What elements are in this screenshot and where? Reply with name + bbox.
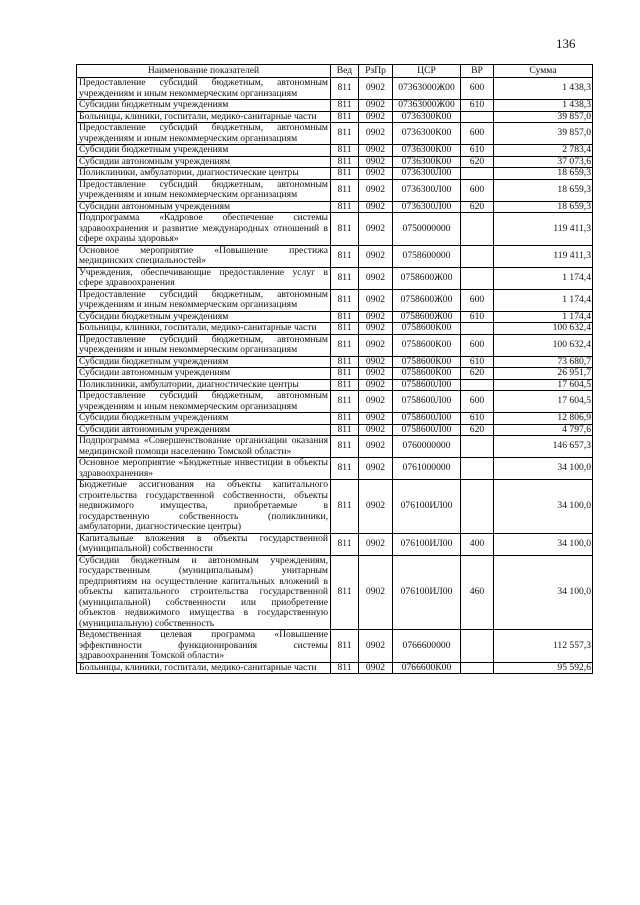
cell-ved: 811 xyxy=(331,436,359,458)
cell-ved: 811 xyxy=(331,179,359,201)
cell-csr: 0758600Л00 xyxy=(393,391,461,413)
cell-name: Подпрограмма «Кадровое обеспечение системы здравоохранения и развитие международных отношений в сфере охраны здоровья» xyxy=(77,213,331,246)
cell-vr: 620 xyxy=(461,368,494,380)
cell-ved: 811 xyxy=(331,413,359,425)
cell-vr: 620 xyxy=(461,424,494,436)
cell-sum: 17 604,5 xyxy=(494,391,593,413)
table-row xyxy=(77,156,593,168)
cell-vr xyxy=(461,267,494,289)
cell-rzpr: 0902 xyxy=(359,145,393,157)
cell-ved: 811 xyxy=(331,424,359,436)
cell-ved: 811 xyxy=(331,201,359,213)
cell-name: Субсидии автономным учреждениям xyxy=(77,424,331,436)
cell-rzpr: 0902 xyxy=(359,356,393,368)
cell-rzpr: 0902 xyxy=(359,662,393,674)
cell-csr: 0750000000 xyxy=(393,213,461,246)
cell-vr xyxy=(461,458,494,480)
table-header-row xyxy=(77,65,593,78)
cell-name: Предоставление субсидий бюджетным, автономным учреждениям и иным некоммерческим организациям xyxy=(77,123,331,145)
cell-sum: 34 100,0 xyxy=(494,480,593,534)
cell-ved: 811 xyxy=(331,156,359,168)
cell-name: Капитальные вложения в объекты государственной (муниципальной) собственности xyxy=(77,533,331,555)
cell-rzpr: 0902 xyxy=(359,436,393,458)
cell-sum: 39 857,0 xyxy=(494,123,593,145)
table-row xyxy=(77,179,593,201)
table-row xyxy=(77,213,593,246)
cell-name: Подпрограмма «Совершенствование организации оказания медицинской помощи населению Томской области» xyxy=(77,436,331,458)
cell-sum: 2 783,4 xyxy=(494,145,593,157)
cell-csr: 0758600000 xyxy=(393,245,461,267)
cell-rzpr: 0902 xyxy=(359,78,393,100)
cell-csr: 0758600Ж00 xyxy=(393,289,461,311)
cell-sum: 12 806,9 xyxy=(494,413,593,425)
cell-ved: 811 xyxy=(331,213,359,246)
cell-sum: 34 100,0 xyxy=(494,533,593,555)
table-row xyxy=(77,334,593,356)
table-row xyxy=(77,480,593,534)
cell-sum: 112 557,3 xyxy=(494,630,593,663)
cell-vr xyxy=(461,662,494,674)
cell-sum: 26 951,7 xyxy=(494,368,593,380)
header-csr: ЦСР xyxy=(393,65,461,78)
cell-name: Больницы, клиники, госпитали, медико-санитарные части xyxy=(77,323,331,335)
cell-ved: 811 xyxy=(331,379,359,391)
cell-sum: 1 438,3 xyxy=(494,100,593,112)
cell-name: Предоставление субсидий бюджетным, автономным учреждениям и иным некоммерческим организациям xyxy=(77,179,331,201)
cell-sum: 1 174,4 xyxy=(494,267,593,289)
cell-sum: 146 657,3 xyxy=(494,436,593,458)
cell-sum: 119 411,3 xyxy=(494,213,593,246)
cell-vr xyxy=(461,379,494,391)
cell-vr: 610 xyxy=(461,100,494,112)
cell-ved: 811 xyxy=(331,145,359,157)
cell-csr: 0758600Л00 xyxy=(393,424,461,436)
cell-ved: 811 xyxy=(331,555,359,630)
cell-ved: 811 xyxy=(331,168,359,180)
cell-vr: 600 xyxy=(461,391,494,413)
cell-name: Больницы, клиники, госпитали, медико-санитарные части xyxy=(77,662,331,674)
cell-sum: 18 659,3 xyxy=(494,179,593,201)
cell-name: Больницы, клиники, госпитали, медико-санитарные части xyxy=(77,111,331,123)
cell-ved: 811 xyxy=(331,123,359,145)
cell-rzpr: 0902 xyxy=(359,458,393,480)
cell-ved: 811 xyxy=(331,100,359,112)
cell-vr xyxy=(461,480,494,534)
cell-csr: 0761000000 xyxy=(393,458,461,480)
cell-name: Субсидии бюджетным учреждениям xyxy=(77,311,331,323)
table-row xyxy=(77,267,593,289)
table-row xyxy=(77,630,593,663)
cell-sum: 37 073,6 xyxy=(494,156,593,168)
cell-rzpr: 0902 xyxy=(359,267,393,289)
cell-sum: 95 592,6 xyxy=(494,662,593,674)
cell-ved: 811 xyxy=(331,111,359,123)
table-row xyxy=(77,424,593,436)
cell-csr: 0736300К00 xyxy=(393,111,461,123)
cell-vr: 600 xyxy=(461,123,494,145)
cell-csr: 0736300Л00 xyxy=(393,168,461,180)
cell-ved: 811 xyxy=(331,458,359,480)
table-row xyxy=(77,78,593,100)
cell-sum: 73 680,7 xyxy=(494,356,593,368)
cell-ved: 811 xyxy=(331,311,359,323)
cell-csr: 07363000Ж00 xyxy=(393,78,461,100)
cell-name: Основное мероприятие «Повышение престижа медицинских специальностей» xyxy=(77,245,331,267)
cell-sum: 119 411,3 xyxy=(494,245,593,267)
cell-csr: 076100ИЛ00 xyxy=(393,533,461,555)
table-row xyxy=(77,391,593,413)
table-row xyxy=(77,533,593,555)
cell-ved: 811 xyxy=(331,267,359,289)
table-row xyxy=(77,289,593,311)
table-row xyxy=(77,379,593,391)
cell-csr: 0758600Л00 xyxy=(393,379,461,391)
cell-csr: 0736300К00 xyxy=(393,123,461,145)
cell-rzpr: 0902 xyxy=(359,100,393,112)
cell-vr xyxy=(461,168,494,180)
cell-sum: 4 797,6 xyxy=(494,424,593,436)
table-row xyxy=(77,458,593,480)
cell-vr: 620 xyxy=(461,156,494,168)
cell-vr: 400 xyxy=(461,533,494,555)
cell-name: Субсидии бюджетным учреждениям xyxy=(77,356,331,368)
cell-ved: 811 xyxy=(331,245,359,267)
cell-rzpr: 0902 xyxy=(359,156,393,168)
cell-vr: 610 xyxy=(461,356,494,368)
cell-name: Субсидии автономным учреждениям xyxy=(77,201,331,213)
cell-ved: 811 xyxy=(331,480,359,534)
cell-name: Предоставление субсидий бюджетным, автономным учреждениям и иным некоммерческим организациям xyxy=(77,391,331,413)
cell-rzpr: 0902 xyxy=(359,391,393,413)
cell-rzpr: 0902 xyxy=(359,323,393,335)
cell-name: Бюджетные ассигнования на объекты капитального строительства государственной собственности, объекты недвижимого имущества, приобретаемые в государственную собственность (поликлиники, амбулатории, диагностические центры) xyxy=(77,480,331,534)
cell-rzpr: 0902 xyxy=(359,480,393,534)
cell-rzpr: 0902 xyxy=(359,630,393,663)
cell-name: Поликлиники, амбулатории, диагностические центры xyxy=(77,379,331,391)
cell-vr: 600 xyxy=(461,179,494,201)
cell-csr: 0758600К00 xyxy=(393,323,461,335)
cell-sum: 18 659,3 xyxy=(494,168,593,180)
cell-rzpr: 0902 xyxy=(359,555,393,630)
cell-rzpr: 0902 xyxy=(359,168,393,180)
cell-name: Субсидии бюджетным и автономным учреждениям, государственным (муниципальным) унитарным предприятиям на осуществление капитальных вложений в объекты капитального строительства государственной (муниципальной) собственности или приобретение объектов недвижимого имущества в государственную (муниципальную) собственность xyxy=(77,555,331,630)
cell-sum: 100 632,4 xyxy=(494,334,593,356)
cell-csr: 0758600Ж00 xyxy=(393,267,461,289)
cell-sum: 100 632,4 xyxy=(494,323,593,335)
cell-rzpr: 0902 xyxy=(359,123,393,145)
cell-rzpr: 0902 xyxy=(359,424,393,436)
cell-ved: 811 xyxy=(331,662,359,674)
cell-ved: 811 xyxy=(331,533,359,555)
cell-vr: 460 xyxy=(461,555,494,630)
cell-rzpr: 0902 xyxy=(359,311,393,323)
table-row xyxy=(77,323,593,335)
cell-csr: 0758600К00 xyxy=(393,368,461,380)
cell-name: Ведомственная целевая программа «Повышение эффективности функционирования системы здравоохранения Томской области» xyxy=(77,630,331,663)
cell-sum: 39 857,0 xyxy=(494,111,593,123)
table-row xyxy=(77,111,593,123)
cell-name: Субсидии бюджетным учреждениям xyxy=(77,413,331,425)
table-row xyxy=(77,356,593,368)
cell-csr: 076100ИЛ00 xyxy=(393,555,461,630)
cell-csr: 0766600000 xyxy=(393,630,461,663)
table-row xyxy=(77,201,593,213)
cell-sum: 18 659,3 xyxy=(494,201,593,213)
cell-vr: 620 xyxy=(461,201,494,213)
cell-name: Субсидии бюджетным учреждениям xyxy=(77,145,331,157)
cell-csr: 0736300Л00 xyxy=(393,179,461,201)
table-row xyxy=(77,413,593,425)
cell-ved: 811 xyxy=(331,289,359,311)
cell-ved: 811 xyxy=(331,368,359,380)
cell-vr xyxy=(461,111,494,123)
cell-rzpr: 0902 xyxy=(359,289,393,311)
cell-csr: 0736300Л00 xyxy=(393,201,461,213)
cell-csr: 0766600К00 xyxy=(393,662,461,674)
page-number: 136 xyxy=(556,36,576,51)
cell-ved: 811 xyxy=(331,334,359,356)
cell-ved: 811 xyxy=(331,356,359,368)
cell-vr xyxy=(461,213,494,246)
cell-vr xyxy=(461,245,494,267)
cell-ved: 811 xyxy=(331,391,359,413)
cell-vr: 610 xyxy=(461,311,494,323)
header-name: Наименование показателей xyxy=(77,65,331,78)
header-sum: Сумма xyxy=(494,65,593,78)
cell-csr: 0758600К00 xyxy=(393,334,461,356)
table-row xyxy=(77,311,593,323)
cell-sum: 1 174,4 xyxy=(494,289,593,311)
cell-name: Субсидии автономным учреждениям xyxy=(77,156,331,168)
cell-rzpr: 0902 xyxy=(359,334,393,356)
table-row xyxy=(77,168,593,180)
cell-name: Предоставление субсидий бюджетным, автономным учреждениям и иным некоммерческим организациям xyxy=(77,78,331,100)
cell-csr: 07363000Ж00 xyxy=(393,100,461,112)
cell-name: Предоставление субсидий бюджетным, автономным учреждениям и иным некоммерческим организациям xyxy=(77,334,331,356)
header-rzpr: РзПр xyxy=(359,65,393,78)
cell-csr: 0736300К00 xyxy=(393,145,461,157)
table-row xyxy=(77,436,593,458)
cell-name: Субсидии бюджетным учреждениям xyxy=(77,100,331,112)
cell-sum: 1 438,3 xyxy=(494,78,593,100)
cell-vr xyxy=(461,630,494,663)
cell-rzpr: 0902 xyxy=(359,201,393,213)
cell-vr: 600 xyxy=(461,289,494,311)
budget-table xyxy=(76,64,593,674)
cell-name: Основное мероприятие «Бюджетные инвестиции в объекты здравоохранения» xyxy=(77,458,331,480)
table-row xyxy=(77,368,593,380)
table-row xyxy=(77,100,593,112)
cell-csr: 0736300К00 xyxy=(393,156,461,168)
cell-vr: 600 xyxy=(461,334,494,356)
cell-name: Учреждения, обеспечивающие предоставление услуг в сфере здравоохранения xyxy=(77,267,331,289)
table-row xyxy=(77,555,593,630)
header-ved: Вед xyxy=(331,65,359,78)
cell-ved: 811 xyxy=(331,78,359,100)
cell-vr: 600 xyxy=(461,78,494,100)
cell-vr: 610 xyxy=(461,145,494,157)
cell-sum: 34 100,0 xyxy=(494,458,593,480)
cell-csr: 0758600Л00 xyxy=(393,413,461,425)
cell-ved: 811 xyxy=(331,630,359,663)
cell-ved: 811 xyxy=(331,323,359,335)
cell-sum: 1 174,4 xyxy=(494,311,593,323)
cell-name: Поликлиники, амбулатории, диагностические центры xyxy=(77,168,331,180)
cell-vr xyxy=(461,323,494,335)
cell-rzpr: 0902 xyxy=(359,111,393,123)
cell-csr: 076100ИЛ00 xyxy=(393,480,461,534)
cell-csr: 0758600К00 xyxy=(393,356,461,368)
table-row xyxy=(77,123,593,145)
cell-rzpr: 0902 xyxy=(359,213,393,246)
cell-csr: 0760000000 xyxy=(393,436,461,458)
cell-csr: 0758600Ж00 xyxy=(393,311,461,323)
cell-rzpr: 0902 xyxy=(359,179,393,201)
cell-rzpr: 0902 xyxy=(359,245,393,267)
cell-rzpr: 0902 xyxy=(359,368,393,380)
cell-vr xyxy=(461,436,494,458)
table-row xyxy=(77,145,593,157)
cell-sum: 17 604,5 xyxy=(494,379,593,391)
cell-rzpr: 0902 xyxy=(359,413,393,425)
cell-name: Предоставление субсидий бюджетным, автономным учреждениям и иным некоммерческим организациям xyxy=(77,289,331,311)
cell-name: Субсидии автономным учреждениям xyxy=(77,368,331,380)
header-vr: ВР xyxy=(461,65,494,78)
table-row xyxy=(77,662,593,674)
cell-rzpr: 0902 xyxy=(359,379,393,391)
cell-rzpr: 0902 xyxy=(359,533,393,555)
cell-sum: 34 100,0 xyxy=(494,555,593,630)
table-row xyxy=(77,245,593,267)
cell-vr: 610 xyxy=(461,413,494,425)
